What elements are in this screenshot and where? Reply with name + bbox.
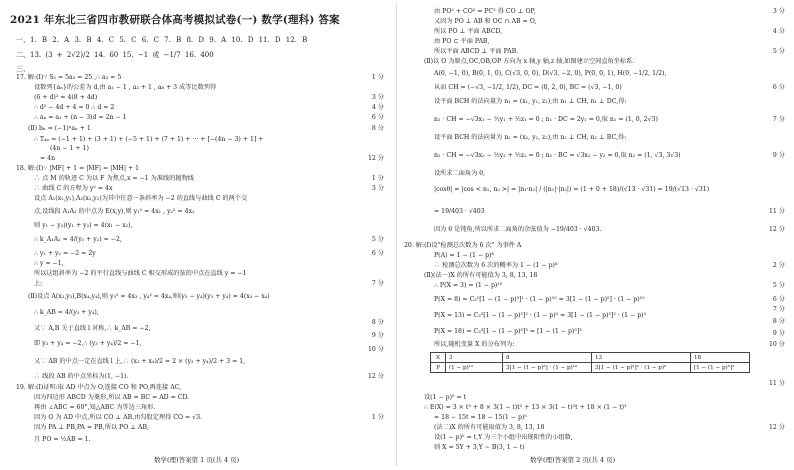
score-mark: 6 分 — [772, 84, 785, 91]
q20-line: = 18 − 15t = 18 − 15(1 − p)⁵ — [434, 414, 527, 421]
q20-line: ∴ E(X) = 3 × t³ + 8 × 3(1 − t)t² + 13 × 3(1 − t)²t + 18 × (1 − t)³ — [424, 404, 627, 411]
score-mark: 1 分 — [371, 414, 384, 421]
q18-line: ∴ y₁ + y₂ = −2 = 2y — [34, 250, 96, 257]
page-title: 2021 年东北三省四市教研联合体高考模拟试卷(一) 数学(理科) 答案 — [10, 14, 340, 26]
table-cell: 8 — [503, 353, 592, 363]
q19-line: 设平面 BCH 的法向量为 n₂ = (x₂, y₂, z₂),由 n₂ ⊥ CH, n₂ ⊥ BC,得: — [434, 134, 627, 141]
q17-line: 设数列{aₙ}的公差为 d,由 a₁ − 1 , a₃ + 1 , a₈ + 3 成等比数列得 — [34, 84, 217, 91]
q19-line: n₁ · CH = −√3x₁ − ½y₁ + ½z₁ = 0 ; n₁ · DC = 2y₁ = 0,取 n₁ = (1, 0, 2√3) — [434, 116, 658, 123]
q17-line: (4n − 1 + 1) — [50, 145, 89, 152]
q20-line: ∴ P(X = 3) = (1 − p)¹⁵ — [434, 282, 503, 289]
q19-line: 又因为 PO ⊥ AB 和 OC ∩ AB = O, — [434, 18, 537, 25]
score-mark: 6 分 — [371, 114, 384, 121]
table-cell: 3[1 − (1 − p)⁵] · (1 − p)¹⁰ — [503, 363, 592, 373]
score-mark: 7 分 — [371, 280, 384, 287]
q18-line: 上; — [34, 280, 43, 287]
q20-line: 设(1 − p)⁵ = t — [424, 394, 467, 401]
q19-line: 由 PO² + CO² = PC² 得 CO ⊥ OP, — [434, 8, 536, 15]
q20-line: P(X = 8) = C₃¹[1 − (1 − p)⁵]¹ · (1 − p)¹⁰ = 3[1 − (1 − p)⁵] · (1 − p)¹⁰ — [434, 296, 645, 303]
q20-line: P(X = 13) = C₃²[1 − (1 − p)⁵]² · (1 − p)⁵ = 3[1 − (1 − p)⁵]² · (1 − p)⁵ — [434, 312, 647, 319]
q18-line: ∴ k_AB = 4/(y₃ + y₄), — [34, 309, 99, 316]
q18-line: 又∵ A,B 关于直线 l 对称,∴ k_AB = −2, — [34, 325, 151, 332]
table-cell: (1 − p)¹⁵ — [446, 363, 503, 373]
score-mark: 2 分 — [772, 262, 785, 269]
score-mark: 8 分 — [772, 318, 785, 325]
q17-line: (6 + d)² = 4(8 + 4d) — [34, 94, 98, 101]
q19-line: A(0, −1, 0), B(0, 1, 0), C(√3, 0, 0), D(√3, −2, 0), P(0, 0, 1), H(0, −1/2, 1/2), — [434, 70, 667, 77]
score-mark: 12 分 — [367, 373, 384, 380]
score-mark: 5 分 — [772, 282, 785, 289]
q19-line: 19. 解:(Ⅰ)证明:取 AD 中点为 O,连接 CO 和 PO,再连接 AC, — [16, 384, 182, 391]
score-mark: 4 分 — [772, 28, 785, 35]
q19-line: 由 PO ⊂ 平面 PAB, — [434, 38, 490, 45]
q18-line: ∴ 曲线 C 的方程为 y² = 4x — [34, 185, 113, 192]
q19-line: 因为 O 为 AD 中点,所以 CO ⊥ AB,由勾股定理得 CO = √3. — [34, 414, 203, 421]
q19-line: 设所求二面角为 θ, — [434, 170, 485, 177]
multiple-choice-answers: 一、1. B 2. A 3. B 4. C 5. C 6. C 7. B 8. D 9. A 10. D 11. D 12. B — [16, 36, 308, 44]
q20-line: P(A) = 1 − (1 − p)⁶ — [434, 252, 494, 259]
table-cell: 13 — [592, 353, 691, 363]
right-page — [400, 0, 790, 470]
q17-line: (Ⅱ) bₙ = (−1)ⁿaₙ + 1 — [28, 125, 91, 132]
score-mark: 12 分 — [367, 155, 384, 162]
fill-in-answers: 二、13. (3 + 2√2)/2 14. 60 15. −1 或 −1/7 16. 400 — [16, 51, 214, 59]
table-cell: [1 − (1 − p)⁵]³ — [691, 363, 750, 373]
table-row — [431, 353, 750, 363]
q18-line: 则 y₁ − y₂)(y₁ + y₂) = 4(x₁ − x₂), — [34, 222, 133, 229]
score-mark: 5 分 — [371, 236, 384, 243]
score-mark: 4 分 — [371, 104, 384, 111]
q20-line: (法二)X 的所有可能取值为 3, 8, 13, 18 — [434, 424, 545, 431]
score-mark: 5 分 — [772, 48, 785, 55]
q20-line: 则 X = 5Y + 3,Y ∼ B(3, 1 − t) — [434, 444, 525, 451]
q20-line: 所以,随机变量 X 的分布列为: — [434, 341, 515, 348]
table-cell: 3[1 − (1 − p)⁵]² · (1 − p)⁵ — [592, 363, 691, 373]
q17-line: ∴ d² − 4d + 4 = 0 ∴ d = 2 — [34, 104, 115, 111]
q19-line: 所以平面 ABCD ⊥ 平面 PAB. — [434, 48, 519, 55]
left-page — [4, 0, 394, 470]
q19-line: (Ⅱ)以 O 为原点,OC,OB,OP 方向为 x 轴,y 轴,z 轴,如图建立空间直角坐标系. — [424, 58, 635, 65]
score-mark: 7 分 — [772, 306, 785, 313]
table-cell: 18 — [691, 353, 750, 363]
q20-line: 设(1 − p)⁵ = t,Y 为三个小组中出现阳性的小组数, — [434, 434, 573, 441]
q18-line: ∴ k_A₁A₂ = 4/(y₁ + y₂) = −2, — [34, 236, 122, 243]
q18-line: 即 y₃ + y₄ = −2,∴ (y₃ + y₄)/2 = −1, — [34, 340, 142, 347]
q19-line: 从而 CH = (−√3, −1/2, 1/2), DC = (0, 2, 0), BC = (√3, −1, 0) — [434, 84, 622, 91]
q18-line: 设点 A₁(x₁,y₁),A₂(x₂,y₂)为其中任意一条斜率为 −2 的直线与曲线 C 的两个交 — [34, 195, 248, 202]
distribution-table — [430, 352, 750, 373]
page-fold-divider — [396, 4, 397, 466]
q18-line: (Ⅱ)设点 A(x₃,y₃),B(x₄,y₄),则 y₃² = 4x₃ , y₄² = 4x₄,则(y₃ − y₄)(y₃ + y₄) = 4(x₃ − x₄) — [28, 293, 270, 300]
q20-line: (Ⅱ)(法一)X 的所有可能值为 3, 8, 13, 18 — [424, 272, 538, 279]
score-mark: 3 分 — [772, 8, 785, 15]
table-row — [431, 363, 750, 373]
q20-line: ∴ 检测总次数为 6 次的概率为 1 − (1 − p)⁶ — [434, 262, 558, 269]
table-cell: X — [431, 353, 446, 363]
q19-line: 设平面 BCH 的法向量为 n₁ = (x₁, y₁, z₁),由 n₁ ⊥ CH, n₁ ⊥ DC,得: — [434, 98, 627, 105]
score-mark: 9 分 — [371, 332, 384, 339]
q17-line: ∴ aₙ = a₃ + (n − 3)d = 2n − 1 — [34, 114, 127, 121]
score-mark: 3 分 — [371, 185, 384, 192]
q18-line: 所以这组斜率为 −2 的平行直线与曲线 C 相交形成的弦的中点在直线 y = −1 — [34, 270, 247, 277]
q20-line: 20. 解:(Ⅰ)设"检测总次数为 6 次" 为事件 A — [404, 242, 522, 249]
q19-line: 且 PO = ½AB = 1. — [34, 436, 91, 443]
page-footer: 数学(理)答案第 2 页(共 4 页) — [530, 456, 616, 464]
score-mark: 11 分 — [768, 380, 785, 387]
score-mark: 1 分 — [371, 74, 384, 81]
page-footer: 数学(理)答案第 1 页(共 4 页) — [154, 456, 240, 464]
score-mark: 9 分 — [772, 330, 785, 337]
section-three-label: 三、 — [16, 65, 30, 73]
q19-line: 因为 θ 是钝角,所以所求二面角的余弦值为 −19/403 · √403. — [434, 226, 602, 233]
q19-line: 所以 PO ⊥ 平面 ABCD, — [434, 28, 503, 35]
score-mark: 10 分 — [367, 346, 384, 353]
score-mark: 8 分 — [371, 319, 384, 326]
q18-line: 又∵ AB 的中点一定在直线 l 上,∴ (x₃ + x₄)/2 = 2 × (y₃ + y₄)/2 + 3 = 1, — [34, 358, 246, 365]
score-mark: 6 分 — [772, 296, 785, 303]
q19-line: = 19/403 · √403 — [434, 208, 485, 215]
score-mark: 12 分 — [768, 226, 785, 233]
q17-line: 17. 解:(Ⅰ)∵ S₅ = 5a₃ = 25 ,∴ a₃ = 5 — [16, 74, 122, 81]
q19-line: 再由 ∠ABC = 60°,知△ABC 为等边三角形. — [34, 404, 156, 411]
score-mark: 3 分 — [371, 94, 384, 101]
table-cell: 3 — [446, 353, 503, 363]
score-mark: 6 分 — [371, 250, 384, 257]
q18-line: ∴ y = −1, — [34, 260, 64, 267]
q19-line: n₂ · CH = −√3x₂ − ½y₂ + ½z₂ = 0 ; n₂ · BC = √3x₂ − y₂ = 0,取 n₂ = (1, √3, 3√3) — [434, 152, 681, 159]
score-mark: 11 分 — [768, 208, 785, 215]
q19-line: |cosθ| = |cos < n₁, n₂ >| = |n₁·n₂| / (|n₁|·|n₂|) = (1 + 0 + 18)/(√13 · √31) = 19/(√13 · √31) — [434, 186, 710, 193]
score-mark: 7 分 — [772, 116, 785, 123]
q17-line: ∴ T₄ₙ = (−1 + 1) + (3 + 1) + (−5 + 1) + (7 + 1) + ··· + [−(4n − 3) + 1] + — [34, 136, 264, 143]
q18-line: 点,设线段 A₁A₂ 的中点为 E(x,y),则 y₁² = 4x₁ , y₂² = 4x₂ — [34, 208, 195, 215]
score-mark: 1 分 — [371, 175, 384, 182]
table-cell: P — [431, 363, 446, 373]
q19-line: 因为四边形 ABCD 为菱形,所以 AB = BC = AD = CD. — [34, 394, 190, 401]
score-mark: 9 分 — [772, 152, 785, 159]
q18-line: ∴ 点 M 的轨迹 C 为以 F 为焦点,x = −1 为准线的抛物线 — [34, 175, 194, 182]
score-mark: 8 分 — [371, 125, 384, 132]
q18-line: 18. 解:(Ⅰ)∵ |MF| + 1 = |MF| = |MH| + 1 — [16, 165, 140, 172]
q20-line: P(X = 18) = C₃³[1 − (1 − p)⁵]³ = [1 − (1 − p)⁵]³ — [434, 328, 582, 335]
score-mark: 10 分 — [768, 341, 785, 348]
q18-line: ∴ 线段 AB 的中点坐标为(1, −1). — [34, 373, 129, 380]
q19-line: 因为 PA ⊥ PB,PA = PB,所以 PO ⊥ AB, — [34, 424, 150, 431]
q17-line: = 4n — [40, 155, 56, 162]
score-mark: 12 分 — [768, 424, 785, 431]
